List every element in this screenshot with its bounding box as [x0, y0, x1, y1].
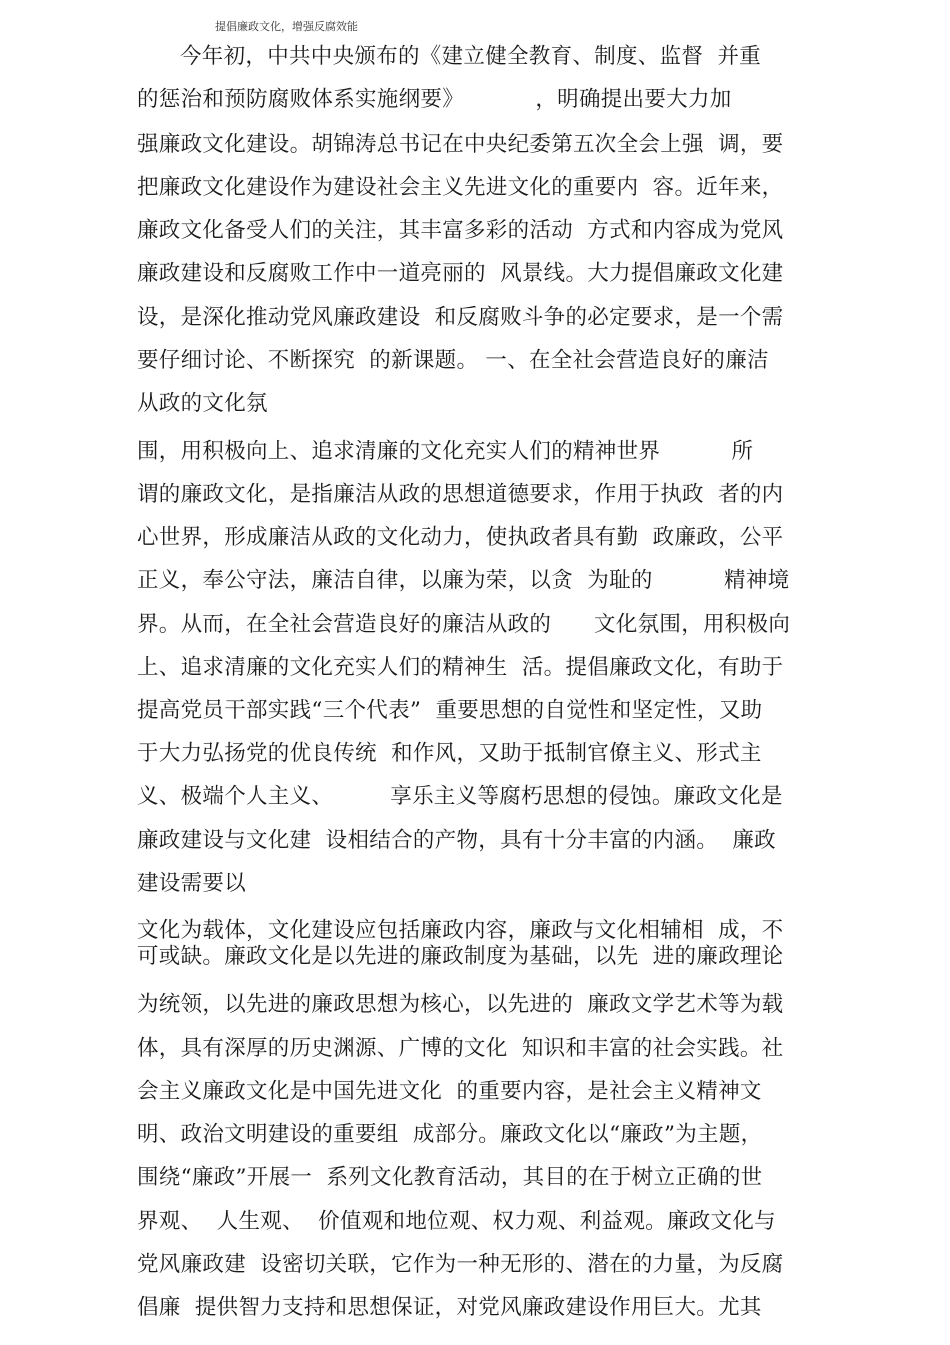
text-line: 界。从而，在全社会营造良好的廉洁从政的 文化氛围，用积极向 — [137, 612, 791, 637]
text-line: 要仔细讨论、不断探究 的新课题。 一、在全社会营造良好的廉洁 — [137, 348, 769, 373]
text-line: 可或缺。廉政文化是以先进的廉政制度为基础，以先 进的廉政理论 — [137, 944, 784, 969]
text-line: 体，具有深厚的历史渊源、广博的文化 知识和丰富的社会实践。社 — [137, 1036, 784, 1061]
text-line: 强廉政文化建设。胡锦涛总书记在中央纪委第五次全会上强 调，要 — [137, 132, 784, 157]
text-line: 文化为载体，文化建设应包括廉政内容，廉政与文化相辅相 成，不 — [137, 918, 784, 943]
text-line: 廉政文化备受人们的关注，其丰富多彩的活动 方式和内容成为党风 — [137, 218, 784, 243]
text-line: 于大力弘扬党的优良传统 和作风，又助于抵制官僚主义、形式主 — [137, 741, 762, 766]
text-line: 的惩治和预防腐败体系实施纲要》 ，明确提出要大力加 — [137, 87, 732, 112]
text-line: 为统领，以先进的廉政思想为核心，以先进的 廉政文学艺术等为载 — [137, 992, 784, 1017]
text-line: 界观、 人生观、 价值观和地位观、权力观、利益观。廉政文化与 — [137, 1209, 776, 1234]
text-line: 明、政治文明建设的重要组 成部分。廉政文化以“廉政”为主题， — [137, 1122, 763, 1147]
text-line: 廉政建设和反腐败工作中一道亮丽的 风景线。大力提倡廉政文化建 — [137, 261, 784, 286]
text-line: 围，用积极向上、追求清廉的文化充实人们的精神世界 所 — [137, 439, 754, 464]
text-line: 围绕“廉政”开展一 系列文化教育活动，其目的在于树立正确的世 — [137, 1165, 763, 1190]
text-line: 会主义廉政文化是中国先进文化 的重要内容，是社会主义精神文 — [137, 1079, 762, 1104]
text-line: 正义，奉公守法，廉洁自律，以廉为荣，以贪 为耻的 精神境 — [137, 568, 790, 593]
text-line: 党风廉政建 设密切关联，它作为一种无形的、潜在的力量，为反腐 — [137, 1252, 784, 1277]
text-line: 把廉政文化建设作为建设社会主义先进文化的重要内 容。近年来， — [137, 175, 784, 200]
text-line: 心世界，形成廉洁从政的文化动力，使执政者具有勤 政廉政，公平 — [137, 525, 784, 550]
text-line: 今年初，中共中央颁布的《建立健全教育、制度、监督 并重 — [180, 44, 762, 69]
text-line: 廉政建设与文化建 设相结合的产物，具有十分丰富的内涵。 廉政 — [137, 828, 776, 853]
text-line: 谓的廉政文化，是指廉洁从政的思想道德要求，作用于执政 者的内 — [137, 482, 784, 507]
text-line: 上、追求清廉的文化充实人们的精神生 活。提倡廉政文化，有助于 — [137, 655, 784, 680]
text-line: 建设需要以 — [137, 871, 247, 896]
page-header: 提倡廉政文化，增强反腐效能 — [215, 20, 358, 33]
text-line: 提高党员干部实践“三个代表” 重要思想的自觉性和坚定性，又助 — [137, 698, 763, 723]
text-line: 从政的文化氛 — [137, 391, 268, 416]
text-line: 义、极端个人主义、 享乐主义等腐朽思想的侵蚀。廉政文化是 — [137, 784, 783, 809]
text-line: 倡廉 提供智力支持和思想保证，对党风廉政建设作用巨大。尤其 — [137, 1295, 762, 1320]
text-line: 设，是深化推动党风廉政建设 和反腐败斗争的必定要求，是一个需 — [137, 305, 784, 330]
